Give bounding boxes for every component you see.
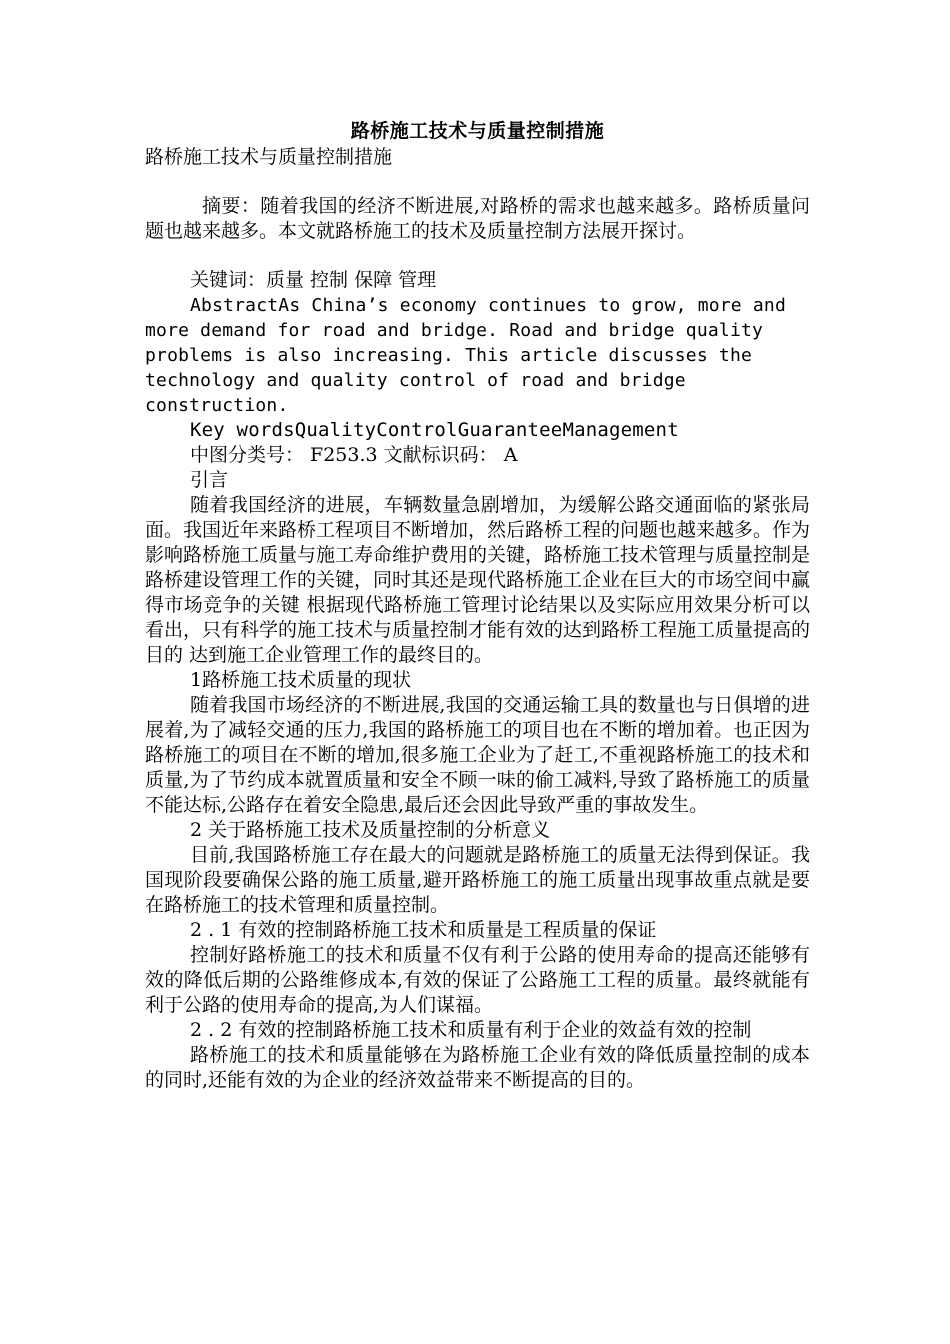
section-1-text: 随着我国市场经济的不断进展,我国的交通运输工具的数量也与日俱增的进展着,为了减轻交通的压力,我国的路桥施工的项目也在不断的增加着。也正因为路桥施工的项目在不断的增加,很多施工企业为了赶工,不重视路桥施工的技术和质量,为了节约成本就置质量和安全不顾一味的偷工减料,导致了路桥施工的质量不能达标,公路存在着安全隐患,最后还会因此导致严重的事故发生。 [145,694,810,816]
section-2-2-text: 路桥施工的技术和质量能够在为路桥施工企业有效的降低质量控制的成本的同时,还能有效的为企业的经济效益带来不断提高的目的。 [145,1044,810,1091]
spacer [145,170,810,194]
spacer [145,244,810,268]
section-1-heading: 1路桥施工技术质量的现状 [190,669,412,691]
section-2-1-text: 控制好路桥施工的技术和质量不仅有利于公路的使用寿命的提高还能够有效的降低后期的公路维修成本,有效的保证了公路施工工程的质量。最终就能有利于公路的使用寿命的提高,为人们谋福。 [145,944,810,1016]
document-title: 路桥施工技术与质量控制措施 [350,120,605,142]
section-2-2-heading: 2 . 2 有效的控制路桥施工技术和质量有利于企业的效益有效的控制 [190,1019,752,1041]
section-2-1-heading: 2 . 1 有效的控制路桥施工技术和质量是工程质量的保证 [190,919,657,941]
section-2-heading: 2 关于路桥施工技术及质量控制的分析意义 [190,819,551,841]
classification: 中图分类号： F253.3 文献标识码： A [190,444,518,466]
document-page [145,118,810,1093]
keywords-en: Key wordsQualityControlGuaranteeManagement [190,419,679,441]
keywords-cn: 关键词：质量 控制 保障 管理 [190,269,437,291]
intro-text: 随着我国经济的进展，车辆数量急剧增加，为缓解公路交通面临的紧张局面。我国近年来路桥工程项目不断增加，然后路桥工程的问题也越来越多。作为影响路桥施工质量与施工寿命维护费用的关键，路桥施工技术管理与质量控制是路桥建设管理工作的关键，同时其还是现代路桥施工企业在巨大的市场空间中赢得市场竞争的关键 根据现代路桥施工管理讨论结果以及实际应用效果分析可以看出，只有科学的施工技术与质量控制才能有效的达到路桥工程施工质量提高的目的 达到施工企业管理工作的最终目的。 [145,494,811,666]
intro-heading: 引言 [190,469,229,491]
document-subtitle: 路桥施工技术与质量控制措施 [145,146,393,168]
abstract-en: AbstractAs China’s economy continues to grow, more and more demand for road and bridge. Road and bridge quality problems is also increasing. This article discusses the technology and quality control of road and bridge construction. [145,295,786,416]
section-2-text: 目前,我国路桥施工存在最大的问题就是路桥施工的质量无法得到保证。我国现阶段要确保公路的施工质量,避开路桥施工的施工质量出现事故重点就是要在路桥施工的技术管理和质量控制。 [145,844,810,916]
abstract-cn: 摘要：随着我国的经济不断进展,对路桥的需求也越来越多。路桥质量问题也越来越多。本文就路桥施工的技术及质量控制方法展开探讨。 [145,195,810,242]
